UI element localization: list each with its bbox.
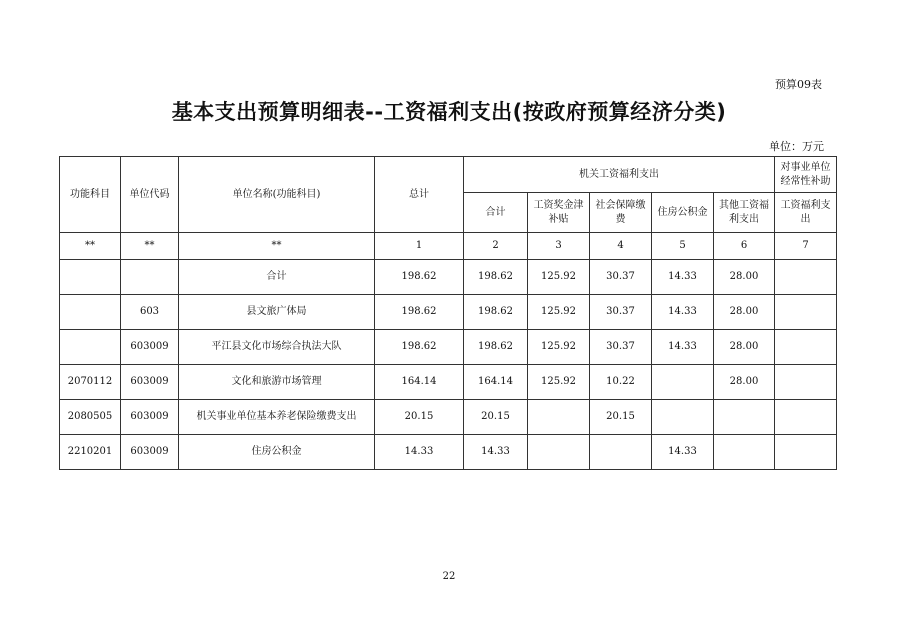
index-cell: 7 [775,233,837,260]
cell-other-wage: 28.00 [714,295,775,330]
cell-total: 164.14 [375,365,464,400]
header-group-subsidy: 对事业单位经常性补助 [775,157,837,193]
cell-other-wage [714,400,775,435]
table-row [60,330,837,365]
cell-bonus [528,400,590,435]
cell-unit-code: 603 [121,295,179,330]
header-unit-code: 单位代码 [121,157,179,233]
cell-bonus: 125.92 [528,365,590,400]
header-social-insurance: 社会保障缴费 [590,193,652,233]
header-other-wage: 其他工资福利支出 [714,193,775,233]
cell-other-wage: 28.00 [714,260,775,295]
cell-func-subject: 2070112 [60,365,121,400]
cell-subsidy-wage [775,400,837,435]
cell-total: 198.62 [375,260,464,295]
cell-unit-code: 603009 [121,330,179,365]
header-row-group [60,157,837,193]
cell-housing-fund [652,400,714,435]
cell-total: 14.33 [375,435,464,470]
budget-table [59,156,837,470]
cell-unit-code [121,260,179,295]
header-housing-fund: 住房公积金 [652,193,714,233]
index-cell: 2 [464,233,528,260]
cell-unit-code: 603009 [121,365,179,400]
cell-social-insurance: 30.37 [590,260,652,295]
cell-subsidy-wage [775,435,837,470]
cell-subtotal: 198.62 [464,330,528,365]
cell-subtotal: 198.62 [464,295,528,330]
index-cell: 4 [590,233,652,260]
table-row [60,260,837,295]
cell-social-insurance: 30.37 [590,295,652,330]
header-bonus: 工资奖金津补贴 [528,193,590,233]
cell-subtotal: 20.15 [464,400,528,435]
index-cell: ** [121,233,179,260]
table-row [60,295,837,330]
cell-housing-fund: 14.33 [652,295,714,330]
cell-housing-fund: 14.33 [652,435,714,470]
cell-social-insurance [590,435,652,470]
cell-housing-fund: 14.33 [652,330,714,365]
cell-housing-fund: 14.33 [652,260,714,295]
index-cell: 5 [652,233,714,260]
cell-subsidy-wage [775,295,837,330]
header-group-org: 机关工资福利支出 [464,157,775,193]
cell-func-subject [60,260,121,295]
cell-func-subject: 2210201 [60,435,121,470]
table-row [60,365,837,400]
cell-subsidy-wage [775,260,837,295]
page-title: 基本支出预算明细表--工资福利支出(按政府预算经济分类) [171,100,727,124]
cell-unit-code: 603009 [121,435,179,470]
index-cell: ** [60,233,121,260]
header-unit-name: 单位名称(功能科目) [179,157,375,233]
page-number: 22 [442,571,456,582]
index-cell: 3 [528,233,590,260]
unit-label: 单位：万元 [769,140,824,153]
cell-social-insurance: 10.22 [590,365,652,400]
cell-total: 20.15 [375,400,464,435]
cell-total: 198.62 [375,330,464,365]
cell-subsidy-wage [775,365,837,400]
cell-unit-name: 住房公积金 [179,435,375,470]
index-row [60,233,837,260]
cell-subtotal: 198.62 [464,260,528,295]
index-cell: 1 [375,233,464,260]
cell-unit-code: 603009 [121,400,179,435]
cell-unit-name: 县文旅广体局 [179,295,375,330]
header-total: 总计 [375,157,464,233]
cell-other-wage [714,435,775,470]
table-row [60,435,837,470]
cell-unit-name: 机关事业单位基本养老保险缴费支出 [179,400,375,435]
cell-social-insurance: 20.15 [590,400,652,435]
cell-bonus [528,435,590,470]
cell-total: 198.62 [375,295,464,330]
cell-bonus: 125.92 [528,260,590,295]
cell-bonus: 125.92 [528,330,590,365]
cell-bonus: 125.92 [528,295,590,330]
index-cell: ** [179,233,375,260]
cell-social-insurance: 30.37 [590,330,652,365]
cell-func-subject [60,295,121,330]
cell-subtotal: 164.14 [464,365,528,400]
header-subsidy-wage: 工资福利支出 [775,193,837,233]
cell-other-wage: 28.00 [714,330,775,365]
cell-func-subject: 2080505 [60,400,121,435]
cell-func-subject [60,330,121,365]
header-subtotal: 合计 [464,193,528,233]
cell-unit-name: 平江县文化市场综合执法大队 [179,330,375,365]
index-cell: 6 [714,233,775,260]
form-number: 预算09表 [775,78,822,91]
cell-other-wage: 28.00 [714,365,775,400]
cell-subsidy-wage [775,330,837,365]
table-row [60,400,837,435]
cell-unit-name: 合计 [179,260,375,295]
cell-housing-fund [652,365,714,400]
cell-subtotal: 14.33 [464,435,528,470]
cell-unit-name: 文化和旅游市场管理 [179,365,375,400]
header-func-subject: 功能科目 [60,157,121,233]
